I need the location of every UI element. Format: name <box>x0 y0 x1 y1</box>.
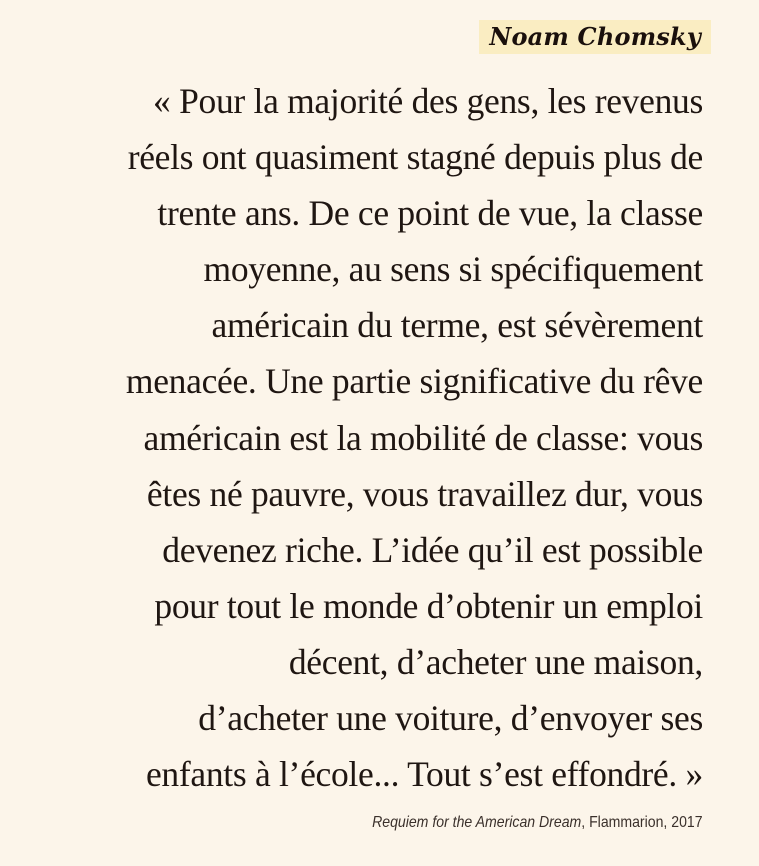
quote-line: pour tout le monde d’obtenir un emploi <box>154 585 703 626</box>
author-name: Noam Chomsky <box>489 22 701 51</box>
source-title: Requiem for the American Dream <box>372 814 582 831</box>
quote-line: moyenne, au sens si spécifiquement <box>203 249 703 290</box>
quote-line: d’acheter une voiture, d’envoyer ses <box>198 698 703 739</box>
source-publisher-year: , Flammarion, 2017 <box>581 814 703 831</box>
source-citation <box>373 814 703 832</box>
quote-line: trente ans. De ce point de vue, la classe <box>157 193 703 234</box>
author-highlight <box>479 20 711 54</box>
quote-line: décent, d’acheter une maison, <box>288 641 703 682</box>
quote-line: devenez riche. L’idée qu’il est possible <box>162 529 703 570</box>
quote-line: américain du terme, est sévèrement <box>211 305 703 346</box>
quote-line: menacée. Une partie significative du rêve <box>125 361 703 402</box>
quote-line: êtes né pauvre, vous travaillez dur, vous <box>146 473 703 514</box>
quote-line: « Pour la majorité des gens, les revenus <box>153 81 703 121</box>
quote-line: réels ont quasiment stagné depuis plus de <box>127 137 703 178</box>
quote-line: américain est la mobilité de classe: vous <box>143 417 703 458</box>
quote-line: enfants à l’école... Tout s’est effondré. » <box>145 754 703 795</box>
quote-text <box>23 73 703 802</box>
